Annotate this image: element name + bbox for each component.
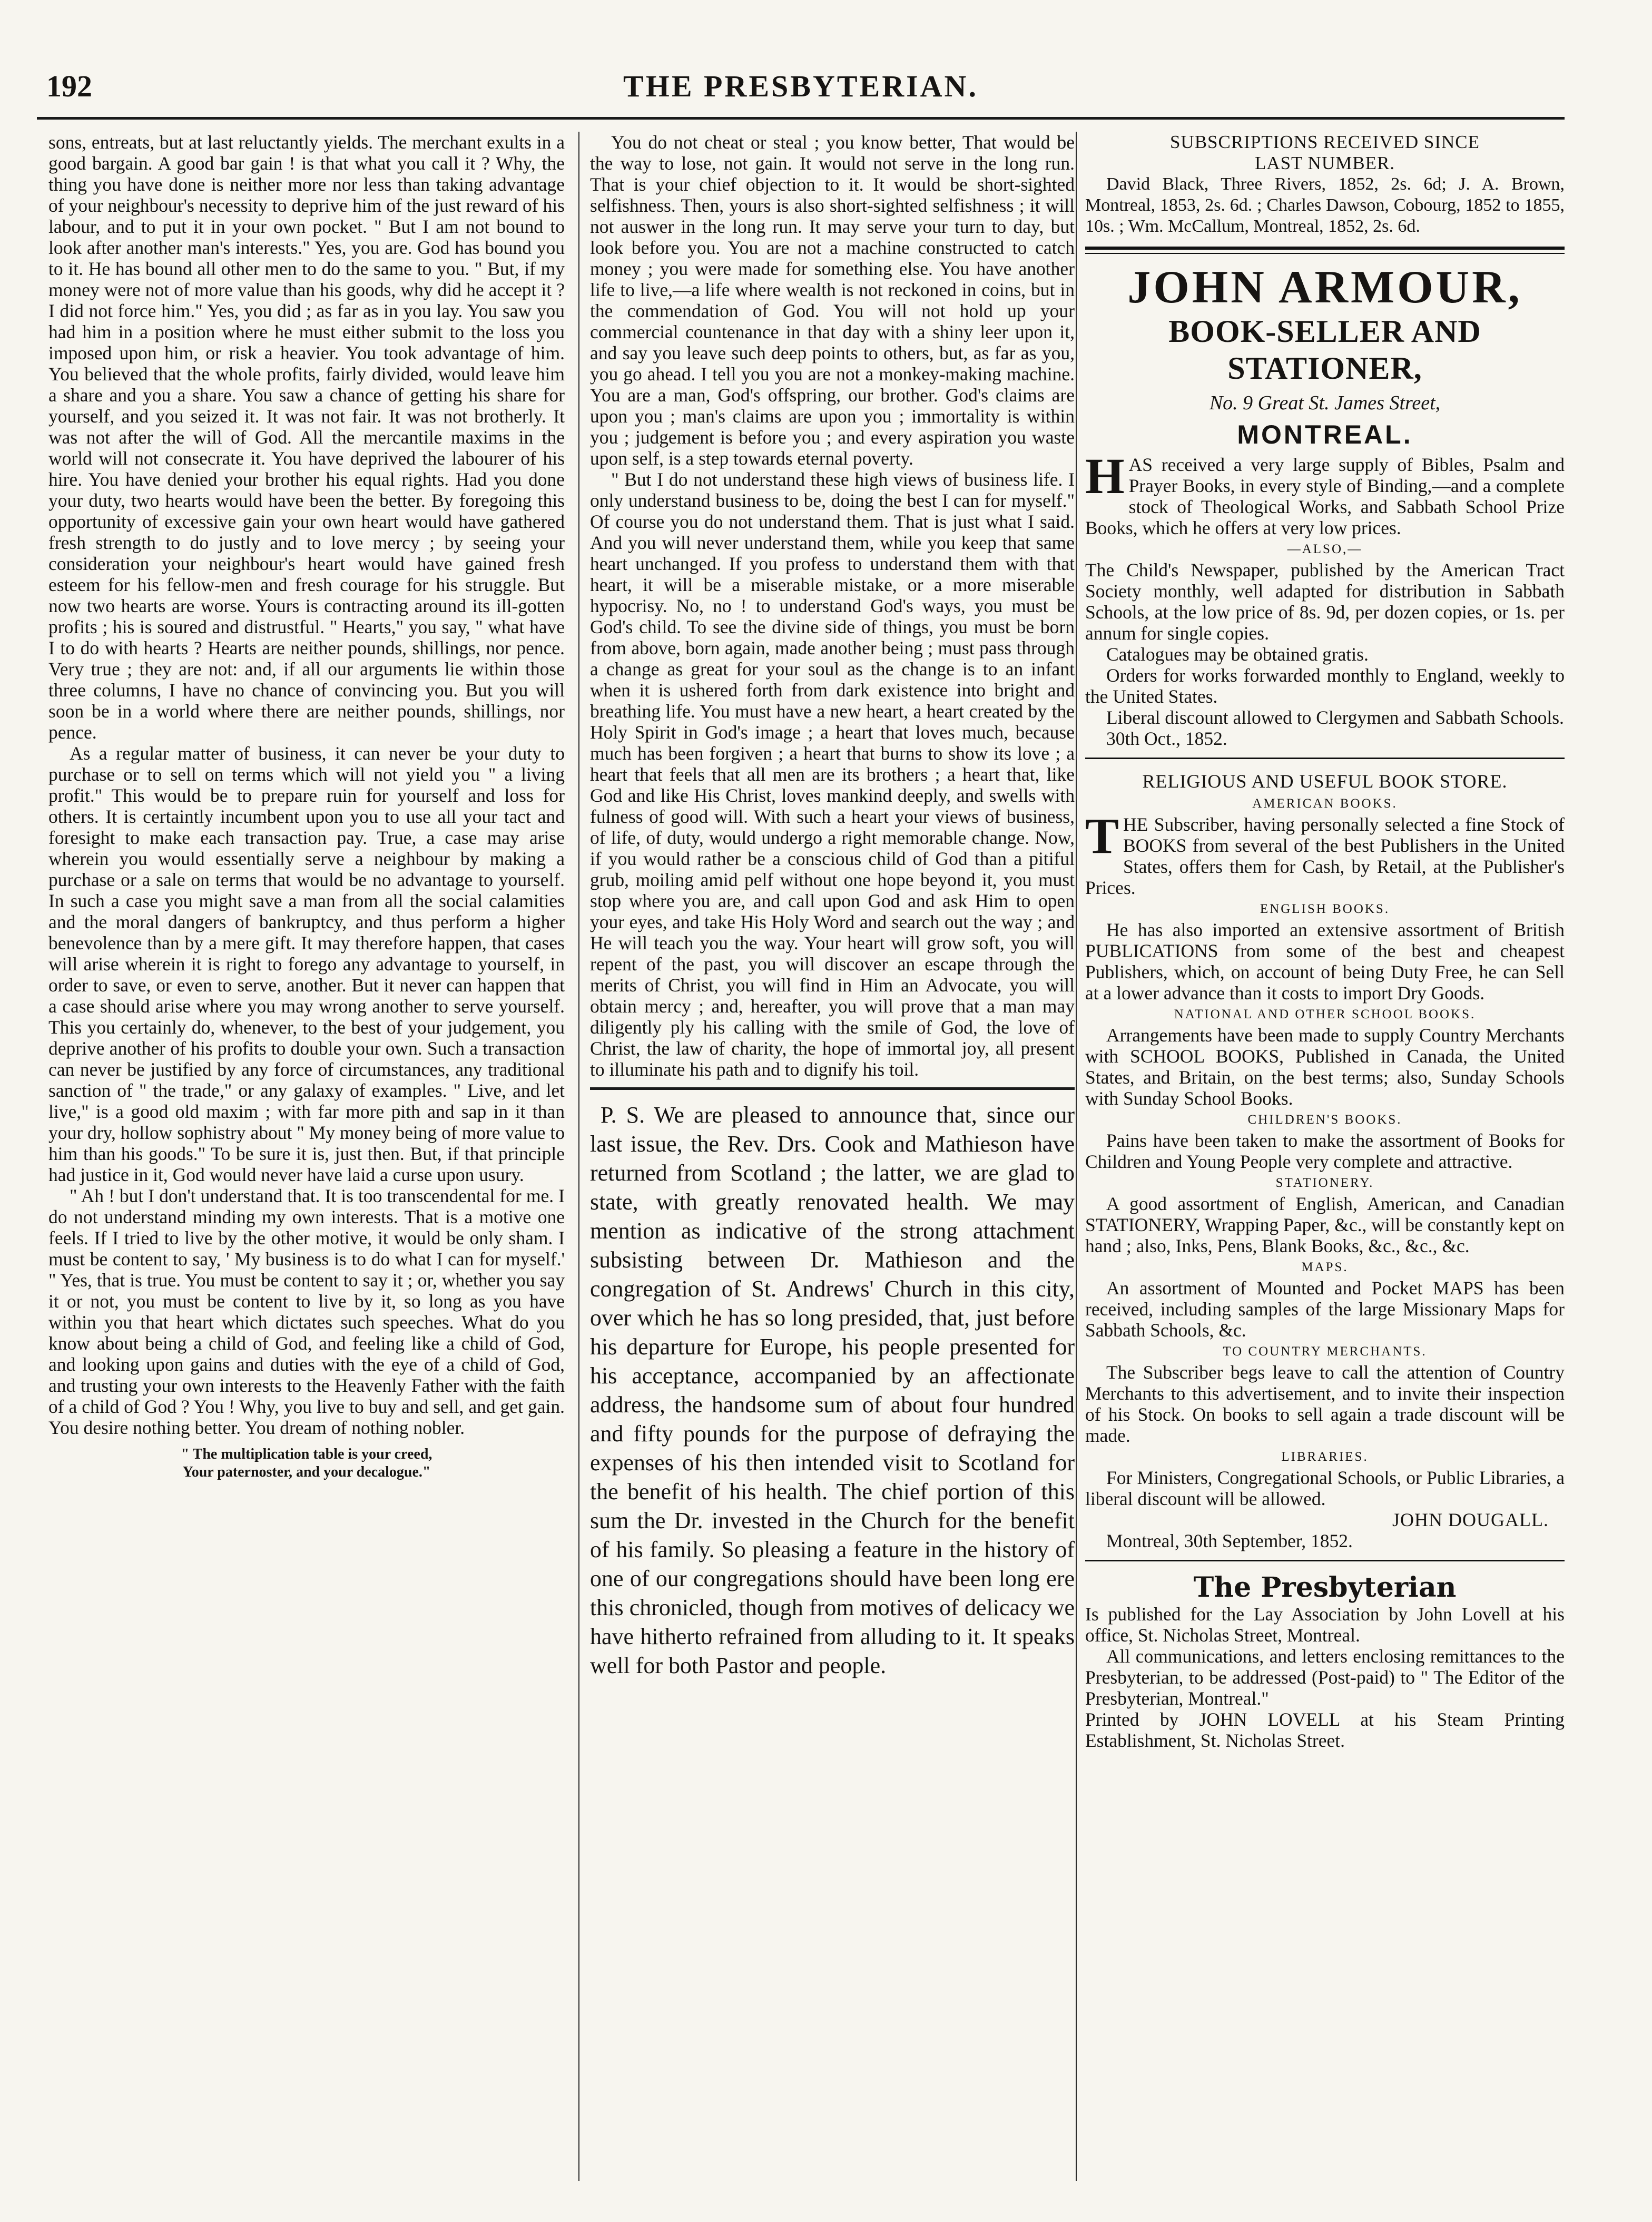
imprint-printed: Printed by JOHN LOVELL at his Steam Printing Establishment, St. Nicholas Street. [1085, 1709, 1565, 1751]
book-store-advertisement [1085, 770, 1565, 1551]
childrens-books-text: Pains have been taken to make the assortment of Books for Children and Young People very complete and attractive. [1085, 1130, 1565, 1172]
ad-newspaper: The Child's Newspaper, published by the American Tract Society monthly, well adapted for distribution in Sabbath Schools, at the low price of 8s. 9d, per dozen copies, or 1s. per annum for single copies. [1085, 559, 1565, 644]
column-right [1085, 132, 1565, 1751]
article-paragraph: You do not cheat or steal ; you know better, That would be the way to lose, not gain. It would not serve in the long run. That is your chief objection to it. It would be short-sighted selfishness. Then, yours is also short-sighted selfishness ; it will not auswer in the long run. It may serve your turn to day, but look before you. You are not a machine constructed to catch money ; you were made for something else. You have another life to live,—a life where wealth is not reckoned in coins, but in the commendation of God. You will not hold up your commercial countenance in that day with a shiny leer upon it, and say you leave such deep points to others, but, as far as you, you go ahead. I tell you you are not a monkey-making machine. You are a man, God's offspring, our brother. God's claims are upon you ; man's claims are upon you ; immortality is within you ; judgement is before you ; and every aspiration you waste upon self, is a step towards eternal poverty. [590, 132, 1075, 469]
signature: JOHN DOUGALL. [1392, 1509, 1549, 1530]
country-merchants-text: The Subscriber begs leave to call the attention of Country Merchants to this advertisement, and to invite their inspection of his Stock. On books to sell again a trade discount will be made. [1085, 1362, 1565, 1446]
subscriptions-subtitle: LAST NUMBER. [1254, 153, 1395, 173]
maps-heading: MAPS. [1301, 1260, 1349, 1274]
libraries-heading: LIBRARIES. [1281, 1450, 1369, 1464]
libraries-text: For Ministers, Congregational Schools, or Public Libraries, a liberal discount will be allowed. [1085, 1467, 1565, 1509]
armour-advertisement [1085, 262, 1565, 749]
postscript [590, 1100, 1075, 1680]
column-middle [590, 132, 1075, 1680]
article-paragraph: " Ah ! but I don't understand that. It is too transcendental for me. I do not understand minding my own interests. That is a motive one feels. If I tried to live by the other motive, it would be only sham. I must be content to say, ' My business is to do what I can for myself.' " Yes, that is true. You must be content to say it ; or, whether you say it or not, you must be content to live by it, so long as you have within you that heart which dictates such speeches. What do you know about being a child of God, and feeling like a child of God, and looking upon gains and duties with the eye of a child of God, and trusting your own interests to the Heavenly Father with the faith of a child of God ? You ! Why, you live to buy and sell, and get gain. You desire nothing better. You dream of nothing nobler. [48, 1185, 565, 1438]
section-rule [1085, 247, 1565, 250]
postscript-text: P. S. We are pleased to announce that, since our last issue, the Rev. Drs. Cook and Mathieson have returned from Scotland ; the latter, we are glad to state, with greatly renovated health. We may mention as indicative of the strong attachment subsisting between Dr. Mathieson and the congregation of St. Andrews' Church in this city, over which he has so long presided, that, just before his departure for Europe, his people presented for his acceptance, accompanied by an affectionate address, the handsome sum of about four hundred and fifty pounds for the purpose of defraying the expenses of his then intended visit to Scotland for the benefit of his health. The chief portion of this sum the Dr. invested in the Church for the benefit of his family. So pleasing a feature in the history of one of our congregations should have been long ere this chronicled, though from motives of delicacy we have hitherto refrained from alluding to it. It speaks well for both Pastor and people. [590, 1102, 1075, 1678]
column-divider [578, 132, 579, 2181]
ad-catalogues: Catalogues may be obtained gratis. [1106, 644, 1369, 665]
advertiser-city: MONTREAL. [1237, 420, 1413, 449]
section-rule [1085, 1560, 1565, 1561]
childrens-books-heading: CHILDREN'S BOOKS. [1247, 1113, 1402, 1127]
section-rule [1085, 253, 1565, 254]
page-header [37, 68, 1565, 121]
stationery-heading: STATIONERY. [1275, 1176, 1374, 1190]
store-dateline: Montreal, 30th September, 1852. [1106, 1530, 1353, 1551]
advertiser-address: No. 9 Great St. James Street, [1209, 392, 1441, 414]
subscriptions-list: David Black, Three Rivers, 1852, 2s. 6d; J. A. Brown, Montreal, 1853, 2s. 6d. ; Charles Dawson, Cobourg, 1852 to 1855, 10s. ; Wm. McCallum, Montreal, 1852, 2s. 6d. [1085, 174, 1565, 236]
column-divider [1076, 132, 1077, 2181]
ad-discount: Liberal discount allowed to Clergymen and Sabbath Schools. [1106, 707, 1564, 728]
presbyterian-imprint [1085, 1572, 1565, 1751]
quote-line: " The multiplication table is your creed, [181, 1446, 432, 1462]
verse-quote [48, 1446, 565, 1481]
school-books-text: Arrangements have been made to supply Country Merchants with SCHOOL BOOKS, Published in Canada, the United States, and Britain, on the best terms; also, Sunday Schools with Sunday School Books. [1085, 1025, 1565, 1109]
store-title: RELIGIOUS AND USEFUL BOOK STORE. [1142, 771, 1508, 792]
imprint-title: The Presbyterian [1193, 1571, 1457, 1604]
ad-also: —ALSO,— [1287, 542, 1363, 556]
advertiser-name: JOHN ARMOUR, [1127, 262, 1522, 313]
ad-date: 30th Oct., 1852. [1106, 728, 1227, 749]
english-books-heading: ENGLISH BOOKS. [1260, 902, 1390, 916]
article-paragraph: " But I do not understand these high views of business life. I only understand business to be, doing the best I can for myself." Of course you do not understand them. That is just what I said. And you will never understand them, while you keep that same heart unchanged. If you profess to understand them with that heart, it will be a miserable mistake, or a more miserable hypocrisy. No, no ! to understand God's ways, you must be God's child. To see the divine side of things, you must be born from above, born again, made another being ; must pass through a change as great for your soul as the change is to an infant when it is ushered forth from dark existence into bright and breathing life. You must have a new heart, a heart created by the Holy Spirit in God's image ; a heart that loves much, because much has been forgiven ; a heart that burns to show its love ; a heart that feels that all men are its brothers ; a heart that, like God and like His Christ, loves mankind deeply, and swells with fulness of good will. With such a heart your views of business, of life, of duty, would undergo a right memorable change. Now, if you would rather be a conscious child of God than a pitiful grub, moiling amid pelf without one hope beyond it, you must stop where you are, and call upon God and ask Him to open your eyes, and take His Holy Word and search out the way ; and He will teach you the way. Your heart will grow soft, you will repent of the past, you will discover an escape through the merits of Christ, you will find in Him an Advocate, you will obtain mercy ; and, hereafter, you will prove that a man may diligently ply his calling with the smile of God, the love of Christ, the law of charity, the hope of immortal joy, all present to illuminate his path and to dignify his toil. [590, 469, 1075, 1080]
header-rule [37, 117, 1565, 120]
article-paragraph: As a regular matter of business, it can never be your duty to purchase or to sell on terms which will not yield you " a living profit." This would be to prepare ruin for yourself and loss for others. It is certaintly incumbent upon you to use all your tact and foresight to make each transaction pay. True, a case may arise wherein you would essentially serve a neighbour by making a purchase or a sale on terms that would be no advantage to yourself. In such a case you might save a man from all the social calamities and the moral dangers of bankruptcy, and thus perform a higher benevolence than by a mere gift. It may therefore happen, that cases will arise wherein it is right to forego any advantage to yourself, in order to save, or even to serve, another. But it never can happen that a case should arise where you may wrong another to serve yourself. This you certainly do, whenever, to the best of your judgement, you deprive another of his profits to double your own. Such a transaction can never be justified by any force of circumstances, any traditional sanction of " the trade," or any galaxy of examples. " Live, and let live," is a good old maxim ; with far more pith and sap in it than your dry, hollow sophistry about " My money being of more value to him than his goods." To be sure it is, just then. But, if that principle had justice in it, God would never have laid a curse upon usury. [48, 743, 565, 1185]
country-merchants-heading: TO COUNTRY MERCHANTS. [1223, 1344, 1427, 1359]
drop-cap: T [1085, 808, 1119, 864]
article-paragraph: sons, entreats, but at last reluctantly yields. The merchant exults in a good bargain. A good bar gain ! is that what you call it ? Why, the thing you have done is neither more nor less than taking advantage of your neighbour's necessity to deprive him of the just reward of his labour, and to put it in your own pocket. " But I am not bound to look after another man's interests." Yes, you are. God has bound you to it. He has bound all other men to do the same to you. " But, if my money were not of more value than his goods, why did he accept it ? I did not force him." Yes, you did ; as far as in you lay. You saw you had him in a position where he must either submit to the loss you imposed upon him, or risk a heavier. You took advantage of him. You believed that the whole profits, fairly divided, would leave him a share and you a share. You saw a chance of getting his share for yourself, and you seized it. It was not fair. It was not brotherly. It was not after the will of God. All the mercantile maxims in the world will not consecrate it. You have deprived the labourer of his hire. You have denied your brother his equal rights. Had you done your duty, two hearts would have been the better. By foregoing this opportunity of excessive gain your own heart would have gathered fresh strength to do justly and to love mercy ; by seeing your consideration your neighbour's heart would have gained fresh esteem for his fellow-men and fresh courage for his struggle. But now two hearts are worse. Yours is contracting around its ill-gotten profits ; his is soured and distrustful. " Hearts," you say, " what have I to do with hearts ? Hearts are neither pounds, shillings, nor pence. Very true ; they are not: and, if all our arguments lie within those three columns, I have no chance of convincing you. But you will soon be in a world where there are neither pounds, shillings, nor pence. [48, 132, 565, 743]
page-number: 192 [46, 69, 92, 103]
advertiser-trade: BOOK-SELLER AND STATIONER, [1168, 314, 1481, 386]
quote-line: Your paternoster, and your decalogue." [182, 1464, 431, 1480]
section-rule [1085, 758, 1565, 759]
imprint-published: Is published for the Lay Association by John Lovell at his office, St. Nicholas Street, Montreal. [1085, 1604, 1565, 1646]
subscriptions-title: SUBSCRIPTIONS RECEIVED SINCE [1169, 132, 1480, 152]
section-rule [590, 1087, 1075, 1090]
imprint-communications: All communications, and letters enclosing remittances to the Presbyterian, to be addressed (Post-paid) to " The Editor of the Presbyterian, Montreal." [1085, 1646, 1565, 1709]
maps-text: An assortment of Mounted and Pocket MAPS has been received, including samples of the large Missionary Maps for Sabbath Schools, &c. [1085, 1277, 1565, 1341]
ad-orders: Orders for works forwarded monthly to England, weekly to the United States. [1085, 665, 1565, 707]
american-books-text: HE Subscriber, having personally selected a fine Stock of BOOKS from several of the best Publishers in the United States, offers them for Cash, by Retail, at the Publisher's Prices. [1085, 814, 1565, 898]
column-left [48, 132, 565, 1481]
drop-cap: H [1085, 448, 1125, 504]
subscriptions-notice [1085, 132, 1565, 237]
ad-intro: AS received a very large supply of Bibles, Psalm and Prayer Books, in every style of Binding,—and a complete stock of Theological Works, and Sabbath School Prize Books, which he offers at very low prices. [1085, 454, 1565, 538]
running-title: THE PRESBYTERIAN. [623, 69, 978, 103]
english-books-text: He has also imported an extensive assortment of British PUBLICATIONS from some of the best and cheapest Publishers, which, on account of being Duty Free, he can Sell at a lower advance than it costs to import Dry Goods. [1085, 919, 1565, 1004]
school-books-heading: NATIONAL AND OTHER SCHOOL BOOKS. [1174, 1007, 1476, 1021]
stationery-text: A good assortment of English, American, and Canadian STATIONERY, Wrapping Paper, &c., will be constantly kept on hand ; also, Inks, Pens, Blank Books, &c., &c., &c. [1085, 1193, 1565, 1256]
american-books-heading: AMERICAN BOOKS. [1252, 797, 1398, 811]
